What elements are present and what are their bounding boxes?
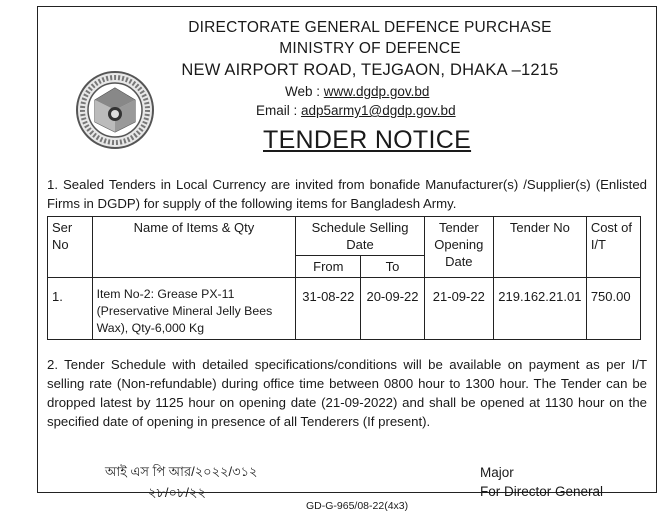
email-label: Email : [256,103,302,118]
signatory-title: For Director General [480,484,604,499]
cell-from: 31-08-22 [296,278,361,340]
email-link[interactable]: adp5army1@dgdp.gov.bd [301,103,456,118]
notice-title: TENDER NOTICE [263,126,472,154]
header-opening-date: Tender Opening Date [424,217,493,278]
cell-to: 20-09-22 [361,278,424,340]
header-ser-no: Ser No [48,217,93,278]
cell-tender-no: 219.162.21.01 [493,278,586,340]
cell-cost: 750.00 [586,278,640,340]
table-row [48,278,641,340]
reference-date: ২৮/০৮/২২ [148,485,206,500]
paragraph-2: 2. Tender Schedule with detailed specifications/conditions will be available on payment as per I/T selling rate (Non-refundable) during office time between 0800 hour to 1300 hour. The Tender can be dropped latest by 1125 hour on opening date (21-09-2022) and shall be opened at 1130 hour on the specified date of opening in presence of all Tenderers (If present). [47,357,647,429]
header-item-name: Name of Items & Qty [92,217,296,278]
tender-table [47,216,641,340]
dgdp-seal-icon [75,70,155,150]
gd-code: GD-G-965/08-22(4x3) [306,500,409,512]
signatory-rank: Major [480,465,514,480]
table-header-row [48,217,641,256]
header-directorate: DIRECTORATE GENERAL DEFENCE PURCHASE [188,19,552,36]
cell-ser: 1. [48,278,93,340]
reference-number: আই এস পি আর/২০২২/৩১২ [105,464,258,479]
header-address: NEW AIRPORT ROAD, TEJGAON, DHAKA –1215 [181,61,559,79]
cell-opening: 21-09-22 [424,278,493,340]
email-line [256,103,456,118]
header-schedule-date: Schedule Selling Date [296,217,424,256]
web-link[interactable]: www.dgdp.gov.bd [323,84,430,99]
header-to: To [361,256,424,278]
cell-item-name: Item No-2: Grease PX-11 (Preservative Mineral Jelly Bees Wax), Qty-6,000 Kg [92,278,296,340]
web-label: Web : [285,84,324,99]
web-line [285,84,429,99]
header-tender-no: Tender No [493,217,586,278]
header-ministry: MINISTRY OF DEFENCE [279,40,461,57]
paragraph-1: 1. Sealed Tenders in Local Currency are invited from bonafide Manufacturer(s) /Supplier(s) (Enlisted Firms in DGDP) for supply of the following items for Bangladesh Army. [47,177,647,211]
header-from: From [296,256,361,278]
header-cost: Cost of I/T [586,217,640,278]
